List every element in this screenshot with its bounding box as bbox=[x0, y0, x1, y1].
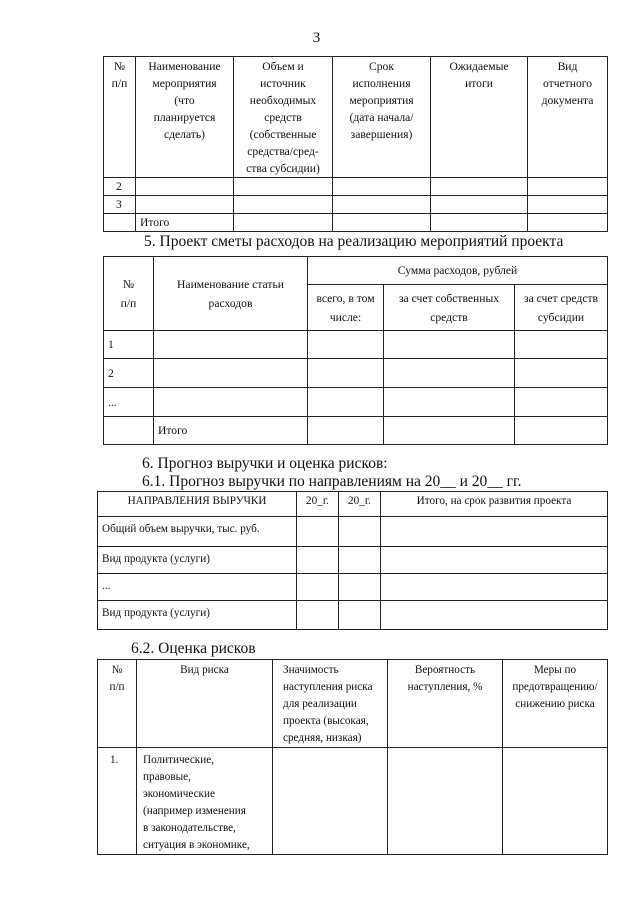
table-row bbox=[98, 601, 608, 630]
table-cell bbox=[136, 178, 234, 196]
header-cell-risk-type: Вид риска bbox=[137, 660, 273, 748]
header-cell-prevention-measures: Меры по предотвращению/ снижению риска bbox=[503, 660, 608, 748]
table-row bbox=[104, 331, 608, 359]
table-cell bbox=[136, 196, 234, 214]
table-cell bbox=[381, 574, 608, 601]
risk-type-text: Политические, правовые, экономические (например изменения в законодательстве, ситуация в экономике, bbox=[137, 748, 273, 855]
activities-table bbox=[103, 56, 608, 232]
table-cell bbox=[528, 178, 608, 196]
table-header-row bbox=[104, 57, 608, 178]
table-cell bbox=[339, 574, 381, 601]
expense-estimate-table bbox=[103, 256, 608, 445]
header-cell-risk-significance: Значимость наступления риска для реализации проекта (высокая, средняя, низкая) bbox=[273, 660, 388, 748]
table-row bbox=[98, 748, 608, 855]
row-label: Общий объем выручки, тыс. руб. bbox=[98, 517, 297, 547]
table-cell bbox=[333, 214, 431, 232]
table-cell bbox=[528, 196, 608, 214]
row-label: Вид продукта (услуги) bbox=[98, 547, 297, 574]
table-cell bbox=[308, 388, 384, 417]
table-total-row bbox=[104, 214, 608, 232]
table-cell bbox=[234, 178, 333, 196]
table-cell bbox=[384, 388, 515, 417]
table-total-row bbox=[104, 417, 608, 445]
table-cell bbox=[503, 748, 608, 855]
row-label: Вид продукта (услуги) bbox=[98, 601, 297, 630]
table-cell bbox=[515, 331, 608, 359]
table-header-row bbox=[98, 492, 608, 517]
table-row bbox=[104, 359, 608, 388]
header-cell-expense-sum: Сумма расходов, рублей bbox=[308, 257, 608, 285]
table-cell bbox=[339, 601, 381, 630]
header-cell-revenue-directions: НАПРАВЛЕНИЯ ВЫРУЧКИ bbox=[98, 492, 297, 517]
header-cell-project-total: Итого, на срок развития проекта bbox=[381, 492, 608, 517]
table-cell bbox=[297, 517, 339, 547]
row-number: 1 bbox=[104, 331, 154, 359]
table-cell bbox=[234, 214, 333, 232]
table-cell bbox=[381, 601, 608, 630]
header-cell-number: № п/п bbox=[104, 257, 154, 331]
table-cell bbox=[339, 517, 381, 547]
section-6-2-title: 6.2. Оценка рисков bbox=[131, 640, 256, 657]
table-cell bbox=[154, 388, 308, 417]
header-cell-expense-item: Наименование статьи расходов bbox=[154, 257, 308, 331]
table-cell bbox=[381, 517, 608, 547]
row-number: 2 bbox=[104, 359, 154, 388]
table-cell bbox=[234, 196, 333, 214]
section-5-title: 5. Проект сметы расходов на реализацию мероприятий проекта bbox=[144, 233, 564, 250]
header-cell-number: № п/п bbox=[104, 57, 136, 178]
table-cell bbox=[308, 417, 384, 445]
section-6-title: 6. Прогноз выручки и оценка рисков: bbox=[142, 455, 388, 472]
table-cell bbox=[154, 359, 308, 388]
table-cell bbox=[384, 331, 515, 359]
table-row bbox=[98, 574, 608, 601]
table-cell bbox=[381, 547, 608, 574]
table-cell bbox=[431, 214, 528, 232]
table-cell bbox=[297, 574, 339, 601]
table-cell bbox=[339, 547, 381, 574]
table-cell bbox=[308, 331, 384, 359]
table-cell bbox=[388, 748, 503, 855]
row-number: ... bbox=[104, 388, 154, 417]
section-6-1-title: 6.1. Прогноз выручки по направлениям на 20__ и 20__ гг. bbox=[142, 473, 522, 490]
table-header-row bbox=[98, 660, 608, 748]
header-cell-expected-results: Ожидаемые итоги bbox=[431, 57, 528, 178]
table-cell bbox=[308, 359, 384, 388]
header-cell-year-1: 20_г. bbox=[297, 492, 339, 517]
header-cell-subsidy-funds: за счет средств субсидии bbox=[515, 285, 608, 331]
total-label: Итого bbox=[136, 214, 234, 232]
table-cell bbox=[273, 748, 388, 855]
total-label: Итого bbox=[154, 417, 308, 445]
table-row bbox=[104, 388, 608, 417]
table-cell bbox=[154, 331, 308, 359]
table-cell bbox=[515, 359, 608, 388]
table-cell bbox=[515, 388, 608, 417]
row-label: ... bbox=[98, 574, 297, 601]
table-row bbox=[104, 196, 608, 214]
table-header-row bbox=[104, 257, 608, 285]
table-cell bbox=[104, 214, 136, 232]
table-row bbox=[98, 517, 608, 547]
table-cell bbox=[431, 178, 528, 196]
table-row bbox=[98, 547, 608, 574]
row-number: 1. bbox=[98, 748, 137, 855]
table-cell bbox=[104, 417, 154, 445]
table-cell bbox=[297, 547, 339, 574]
header-cell-total-including: всего, в том числе: bbox=[308, 285, 384, 331]
table-cell bbox=[528, 214, 608, 232]
header-cell-funding: Объем и источник необходимых средств (собственные средства/сред- ства субсидии) bbox=[234, 57, 333, 178]
header-cell-own-funds: за счет собственных средств bbox=[384, 285, 515, 331]
table-cell bbox=[297, 601, 339, 630]
header-cell-probability: Вероятность наступления, % bbox=[388, 660, 503, 748]
header-cell-deadline: Срок исполнения мероприятия (дата начала/ завершения) bbox=[333, 57, 431, 178]
header-cell-number: № п/п bbox=[98, 660, 137, 748]
table-cell bbox=[431, 196, 528, 214]
row-number: 3 bbox=[104, 196, 136, 214]
table-cell bbox=[384, 417, 515, 445]
table-cell bbox=[333, 196, 431, 214]
risk-assessment-table bbox=[97, 659, 608, 855]
revenue-forecast-table bbox=[97, 491, 608, 630]
header-cell-activity-name: Наименование мероприятия (что планируется сделать) bbox=[136, 57, 234, 178]
table-cell bbox=[384, 359, 515, 388]
table-cell bbox=[515, 417, 608, 445]
table-row bbox=[104, 178, 608, 196]
header-cell-year-2: 20_г. bbox=[339, 492, 381, 517]
row-number: 2 bbox=[104, 178, 136, 196]
page-number: 3 bbox=[312, 30, 321, 46]
header-cell-report-document: Вид отчетного документа bbox=[528, 57, 608, 178]
table-cell bbox=[333, 178, 431, 196]
